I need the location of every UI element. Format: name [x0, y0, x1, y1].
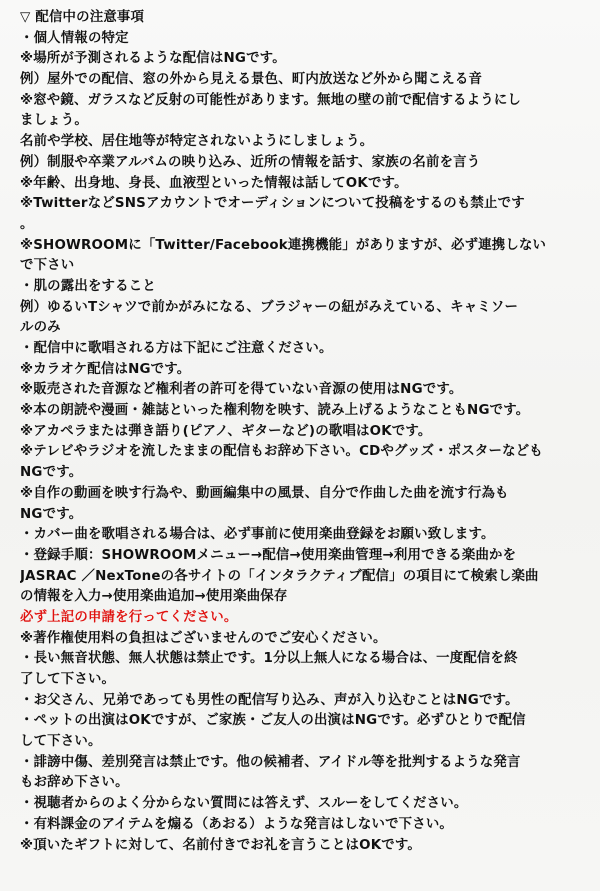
text-line: もお辞め下さい。 [20, 775, 129, 791]
text-line: 。 [20, 216, 34, 232]
text-line: ・個人情報の特定 [20, 30, 129, 46]
text-line: ・誹謗中傷、差別発言は禁止です。他の候補者、アイドル等を批判するような発言 [20, 754, 521, 770]
text-line: ※自作の動画を映す行為や、動画編集中の風景、自分で作曲した曲を流す行為も [20, 485, 509, 501]
text-line: ※カラオケ配信はNGです。 [20, 361, 191, 377]
text-line: 例）ゆるいTシャツで前かがみになる、ブラジャーの紐がみえている、キャミソー [20, 299, 519, 315]
text-line: ・配信中に歌唱される方は下記にご注意ください。 [20, 341, 333, 356]
text-line: ・カバー曲を歌唱される場合は、必ず事前に使用楽曲登録をお願い致します。 [20, 527, 495, 543]
text-line: の情報を入力→使用楽曲追加→使用楽曲保存 [20, 589, 288, 605]
text-line: ※著作権使用料の負担はございませんのでご安心ください。 [20, 630, 387, 646]
text-line: ・有料課金のアイテムを煽る（あおる）ような発言はしないで下さい。 [20, 816, 454, 832]
text-line: ※年齢、出身地、身長、血液型といった情報は話してOKです。 [20, 175, 408, 191]
text-line: して下さい。 [20, 734, 102, 750]
text-line: ルのみ [20, 320, 61, 336]
text-line: NGです。 [20, 506, 83, 522]
text-line: NGです。 [20, 465, 83, 481]
text-line: ※窓や鏡、ガラスなど反射の可能性があります。無地の壁の前で配信するようにし [20, 92, 522, 108]
text-line: ・視聴者からのよく分からない質問には答えず、スルーをしてください。 [20, 796, 468, 812]
text-line: ・ペットの出演はOKですが、ご家族・ご友人の出演はNGです。必ずひとりで配信 [20, 713, 526, 729]
text-line: ※場所が予測されるような配信はNGです。 [20, 51, 286, 67]
text-line: ※TwitterなどSNSアカウントでオーディションについて投稿をするのも禁止です [20, 196, 525, 212]
notice-text-block [20, 8, 592, 856]
text-line: ・お父さん、兄弟であっても男性の配信写り込み、声が入り込むことはNGです。 [20, 692, 519, 708]
text-line: 名前や学校、居住地等が特定されないようにしましょう。 [20, 134, 374, 150]
text-line: 例）屋外での配信、窓の外から見える景色、町内放送など外から聞こえる音 [20, 72, 483, 88]
text-line: JASRAC ／NexToneの各サイトの「インタラクティブ配信」の項目にて検索し楽曲 [20, 568, 539, 584]
section-heading: ▽ 配信中の注意事項 [20, 10, 145, 25]
text-line: ※本の朗読や漫画・雑誌といった権利物を映す、読み上げるようなこともNGです。 [20, 403, 530, 419]
text-line: ・肌の露出をすること [20, 278, 156, 294]
text-line: ※テレビやラジオを流したままの配信もお辞め下さい。CDやグッズ・ポスターなども [20, 444, 543, 460]
text-line: ※販売された音源など権利者の許可を得ていない音源の使用はNGです。 [20, 382, 463, 398]
text-line: 了して下さい。 [20, 672, 116, 687]
text-line: ・登録手順：SHOWROOMメニュー→配信→使用楽曲管理→利用できる楽曲かを [20, 547, 517, 563]
text-line: ましょう。 [20, 113, 88, 129]
text-line: 例）制服や卒業アルバムの映り込み、近所の情報を話す、家族の名前を言う [20, 154, 481, 170]
text-line: ※頂いたギフトに対して、名前付きでお礼を言うことはOKです。 [20, 837, 421, 853]
emphasis-warning-line: 必ず上記の申請を行ってください。 [20, 609, 238, 625]
text-line: で下さい [20, 258, 75, 274]
text-line: ※SHOWROOMに「Twitter/Facebook連携機能」がありますが、必ず連携しない [20, 237, 547, 253]
text-line: ※アカペラまたは弾き語り(ピアノ、ギターなど)の歌唱はOKです。 [20, 423, 432, 439]
text-line: ・長い無音状態、無人状態は禁止です。1分以上無人になる場合は、一度配信を終 [20, 651, 518, 667]
